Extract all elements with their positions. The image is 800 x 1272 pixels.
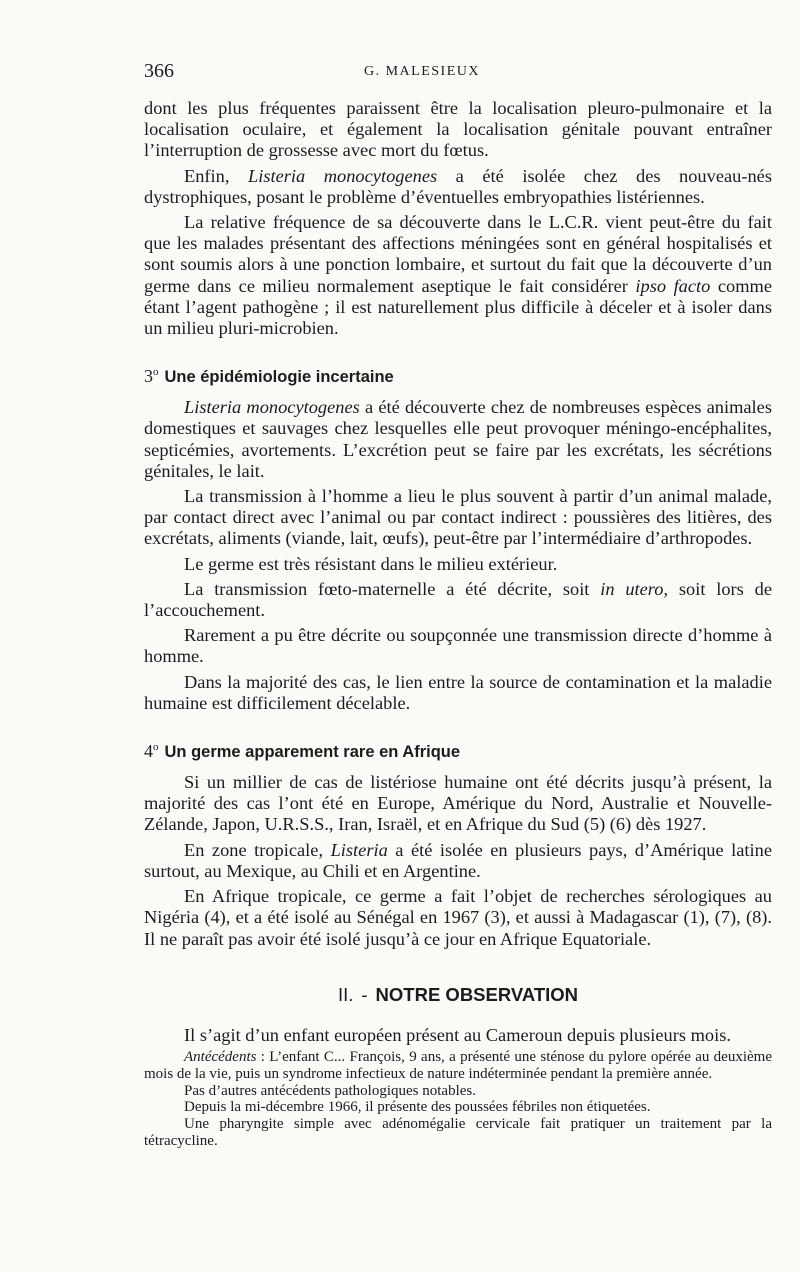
- paragraph-text: Pas d’autres antécédents pathologiques notables.: [184, 1082, 477, 1099]
- chapter-number: II.: [337, 983, 354, 1005]
- case-subheading: Antécédents: [184, 1048, 257, 1065]
- paragraph: [144, 397, 772, 482]
- small-paragraph: [144, 1116, 772, 1150]
- paragraph-text: a été découverte chez de nombreuses espèces animales domestiques et sauvages chez lesquelles elle peut provoquer méningo-encéphalites, septicémies, avortements. L’excrétion peut se faire par les excrétats, les sécrétions génitales, le lait.: [144, 397, 772, 481]
- species-name: Listeria monocytogenes: [184, 397, 360, 418]
- section-number: [144, 741, 159, 761]
- section-ordinal: o: [153, 741, 159, 754]
- paragraph: [144, 1025, 772, 1046]
- paragraph-text: a été isolée chez des nouveau-nés dystrophiques, posant le problème d’éventuelles embryopathies listériennes.: [144, 165, 772, 207]
- latin-phrase: ipso facto: [635, 275, 711, 296]
- paragraph-text: soit lors de l’accouchement.: [144, 578, 772, 621]
- paragraph: [144, 166, 772, 208]
- paragraph: [144, 98, 772, 162]
- paragraph-text: Depuis la mi-décembre 1966, il présente des poussées fébriles non étiquetées.: [184, 1099, 651, 1116]
- chapter-separator: -: [361, 983, 368, 1005]
- paragraph: [144, 554, 772, 575]
- paragraph-text: a été isolée en plusieurs pays, d’Amérique latine surtout, au Mexique, au Chili et en Argentine.: [144, 839, 772, 881]
- paragraph: [144, 212, 772, 339]
- paragraph-text: Rarement a pu être décrite ou soupçonnée une transmission directe d’homme à homme.: [144, 625, 772, 667]
- section-title: Un germe apparement rare en Afrique: [164, 743, 461, 762]
- section-number: [144, 366, 159, 386]
- paragraph-text: : L’enfant C... François, 9 ans, a présenté une sténose du pylore opérée au deuxième mois de la vie, puis un syndrome infectieux de nature indéterminée pendant la première année.: [144, 1048, 772, 1082]
- section-title: Une épidémiologie incertaine: [164, 368, 394, 387]
- paragraph-text: La transmission fœto-maternelle a été décrite, soit: [184, 578, 601, 599]
- paragraph-text: En zone tropicale,: [184, 839, 331, 860]
- small-paragraph: [144, 1083, 772, 1100]
- running-head: [144, 60, 770, 88]
- paragraph: [144, 486, 772, 550]
- section-ordinal: o: [153, 366, 159, 379]
- paragraph: [144, 672, 772, 714]
- paragraph-text: Le germe est très résistant dans le milieu extérieur.: [184, 553, 558, 574]
- section-number-digit: 3: [144, 366, 153, 387]
- page-number: 366: [144, 60, 174, 82]
- chapter-title: NOTRE OBSERVATION: [375, 983, 579, 1005]
- paragraph-text: Si un millier de cas de listériose humaine ont été décrits jusqu’à présent, la majorité des cas l’ont été en Europe, Amérique du Nord, Australie et Nouvelle-Zélande, Japon, U.R.S.S., Iran, Israël, et en Afrique du Sud (5) (6) dès 1927.: [144, 772, 772, 835]
- paragraph-text: dont les plus fréquentes paraissent être la localisation pleuro-pulmonaire et la localisation oculaire, et également la localisation génitale pouvant entraîner l’interruption de grossesse avec mort du fœtus.: [144, 98, 772, 161]
- case-history: [144, 1049, 772, 1150]
- small-paragraph: [144, 1099, 772, 1116]
- paragraph-text: Il s’agit d’un enfant européen présent au Cameroun depuis plusieurs mois.: [184, 1024, 731, 1045]
- section-heading-3: [144, 361, 772, 388]
- species-name: Listeria: [330, 839, 388, 860]
- species-name: Listeria monocytogenes: [248, 165, 438, 186]
- small-paragraph: [144, 1049, 772, 1083]
- running-title: G. MALESIEUX: [364, 64, 480, 79]
- paragraph-text: La relative fréquence de sa découverte dans le L.C.R. vient peut-être du fait que les malades présentant des affections méningées sont en général hospitalisés et sont soumis alors à une ponction lombaire, et surtout du fait que la découverte d’un germe dans ce milieu normalement aseptique le fait considérer: [144, 212, 772, 296]
- paragraph-text: Enfin,: [184, 165, 248, 186]
- paragraph: [144, 625, 772, 667]
- paragraph-text: En Afrique tropicale, ce germe a fait l’objet de recherches sérologiques au Nigéria (4), et a été isolé au Sénégal en 1967 (3), et aussi à Madagascar (1), (7), (8). Il ne paraît pas avoir été isolé jusqu’à ce jour en Afrique Equatoriale.: [144, 886, 772, 949]
- latin-phrase: in utero,: [600, 578, 669, 599]
- paragraph: [144, 579, 772, 621]
- paragraph-text: Dans la majorité des cas, le lien entre la source de contamination et la maladie humaine est difficilement décelable.: [144, 671, 772, 713]
- section-heading-4: [144, 736, 772, 763]
- paragraph-text: La transmission à l’homme a lieu le plus souvent à partir d’un animal malade, par contact direct avec l’animal ou par contact indirect : poussières des litières, des excrétats, aliments (viande, lait, œufs), peut-être par l’intermédiaire d’arthropodes.: [144, 486, 772, 549]
- section-number-digit: 4: [144, 741, 153, 762]
- body-text: [144, 98, 772, 1150]
- paragraph: [144, 840, 772, 882]
- paragraph: [144, 772, 772, 836]
- paragraph-text: Une pharyngite simple avec adénomégalie cervicale fait pratiquer un traitement par la tétracycline.: [144, 1116, 772, 1149]
- paragraph: [144, 886, 772, 950]
- paragraph-text: comme étant l’agent pathogène ; il est naturellement plus difficile à déceler et à isoler dans un milieu pluri-microbien.: [144, 275, 772, 339]
- chapter-heading: [144, 983, 772, 1007]
